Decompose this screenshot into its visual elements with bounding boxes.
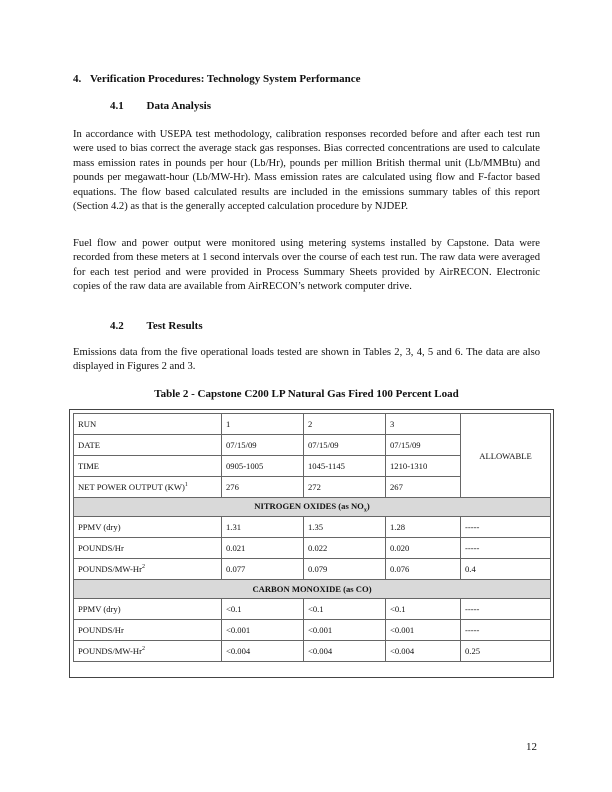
table-cell: <0.1 [386,599,461,620]
table-cell: <0.001 [222,620,304,641]
table-row [74,517,551,538]
table-cell: 0.021 [222,538,304,559]
section-number: 4. [73,73,82,85]
table-cell: 0.022 [304,538,386,559]
table-row [74,559,551,580]
table-cell: <0.1 [222,599,304,620]
table-cell: 272 [304,477,386,498]
table-row [74,538,551,559]
subsection-number: 4.2 [110,320,124,332]
table-cell: 0905-1005 [222,456,304,477]
row-label: POUNDS/MW-Hr$^2$ [74,559,222,580]
table-cell: 276 [222,477,304,498]
section-heading [73,73,360,85]
table-cell: 0.020 [386,538,461,559]
table-cell: 2 [304,414,386,435]
table-row [74,641,551,662]
subsection-heading-4-1 [110,100,211,112]
table-cell: 07/15/09 [386,435,461,456]
row-label: TIME [74,456,222,477]
allowable-cell: ----- [461,620,551,641]
paragraph-fuel-flow: Fuel flow and power output were monitored using metering systems installed by Capstone. Data were recorded from these meters at 1 second intervals over the course of each test run. The raw data were averaged for each test period and were provided in Process Summary Sheets provided by AirRECON. Electronic copies of the raw data are available from AirRECON’s network computer drive. [73,238,540,293]
row-label: POUNDS/Hr [74,538,222,559]
table-row [74,599,551,620]
section-title: Verification Procedures: Technology System Performance [90,73,361,85]
table-cell: 1.31 [222,517,304,538]
section-header-row [74,580,551,599]
allowable-cell: ----- [461,599,551,620]
table-cell: <0.004 [386,641,461,662]
row-label: PPMV (dry) [74,517,222,538]
allowable-cell: 0.25 [461,641,551,662]
row-label: POUNDS/MW-Hr$^2$ [74,641,222,662]
paragraph-test-results: Emissions data from the five operational loads tested are shown in Tables 2, 3, 4, 5 and 6. The data are also displayed in Figures 2 and 3. [73,347,540,373]
table-cell: 07/15/09 [222,435,304,456]
table-cell: <0.1 [304,599,386,620]
row-label: POUNDS/Hr [74,620,222,641]
row-label: DATE [74,435,222,456]
subsection-title: Test Results [146,320,203,332]
section-header-row [74,498,551,517]
section-title-cell: NITROGEN OXIDES (as $NO_x$) [74,498,551,517]
allowable-cell: ----- [461,538,551,559]
table-cell: 07/15/09 [304,435,386,456]
section-title-cell: CARBON MONOXIDE (as CO) [74,580,551,599]
allowable-cell: ----- [461,517,551,538]
subsection-number: 4.1 [110,100,124,112]
row-label: NET POWER OUTPUT (KW)$^1$ [74,477,222,498]
table-cell: 1210-1310 [386,456,461,477]
table-caption: Table 2 - Capstone C200 LP Natural Gas Fired 100 Percent Load [154,388,459,400]
table-cell: 1 [222,414,304,435]
row-label: PPMV (dry) [74,599,222,620]
table-cell: <0.004 [304,641,386,662]
table-cell: 1045-1145 [304,456,386,477]
table-cell: <0.001 [386,620,461,641]
subsection-heading-4-2 [110,320,203,332]
table-cell: <0.001 [304,620,386,641]
table-cell: 1.28 [386,517,461,538]
allowable-cell: 0.4 [461,559,551,580]
table-cell: 0.079 [304,559,386,580]
allowable-header: ALLOWABLE [461,414,551,498]
table-row [74,620,551,641]
results-table [73,413,551,662]
table-cell: <0.004 [222,641,304,662]
table-cell: 3 [386,414,461,435]
table-cell: 0.076 [386,559,461,580]
table-cell: 267 [386,477,461,498]
row-label: RUN [74,414,222,435]
table-row [74,414,551,435]
paragraph-data-analysis: In accordance with USEPA test methodology, calibration responses recorded before and after each test run were used to bias correct the average stack gas responses. Bias corrected concentrations are used to calculate mass emission rates in pounds per hour (Lb/Hr), pounds per million British thermal unit (Lb/MMBtu) and pounds per megawatt-hour (Lb/MW-Hr). Mass emission rates are calculated using flow and F-factor based equations. The flow based calculated results are included in the emissions summary tables of this report (Section 4.2) as that is the generally accepted calculation procedure by NJDEP. [73,129,540,213]
table-cell: 0.077 [222,559,304,580]
page-number: 12 [526,741,537,753]
table-cell: 1.35 [304,517,386,538]
subsection-title: Data Analysis [146,100,211,112]
